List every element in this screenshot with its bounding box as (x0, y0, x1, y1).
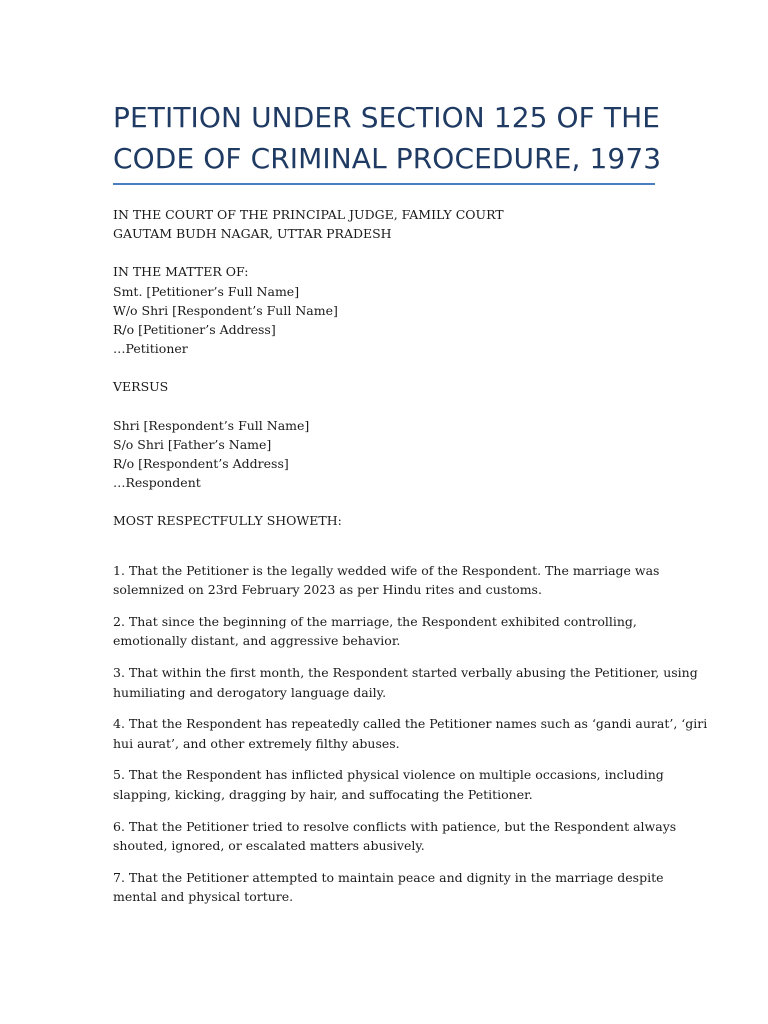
respondent-block (113, 416, 658, 493)
title-divider (113, 183, 655, 185)
paragraph (113, 561, 658, 600)
versus-block (113, 377, 658, 396)
paragraph-line: hui aurat’, and other extremely filthy abuses. (113, 735, 400, 751)
paragraph-line: 4. That the Respondent has repeatedly called the Petitioner names such as ‘gandi aurat’, ‘giri (113, 716, 708, 732)
petitioner-role: …Petitioner (113, 341, 188, 357)
court-heading (113, 205, 658, 243)
petitioner-address: R/o [Petitioner’s Address] (113, 322, 276, 338)
respondent-address: R/o [Respondent’s Address] (113, 456, 289, 472)
respondent-role: …Respondent (113, 475, 201, 491)
paragraph-line: mental and physical torture. (113, 889, 294, 905)
versus-label: VERSUS (113, 379, 169, 395)
showeth-block (113, 511, 658, 530)
respondent-relation: S/o Shri [Father’s Name] (113, 436, 272, 452)
paragraph-line: 6. That the Petitioner tried to resolve conflicts with patience, but the Respondent always (113, 818, 677, 834)
paragraph-line: 3. That within the first month, the Respondent started verbally abusing the Petitioner, using (113, 665, 698, 681)
paragraph (113, 868, 664, 907)
document-title (113, 0, 662, 179)
paragraph (113, 817, 677, 856)
paragraph-line: 5. That the Respondent has inflicted physical violence on multiple occasions, including (113, 767, 664, 783)
paragraph (113, 663, 698, 702)
paragraph-line: shouted, ignored, or escalated matters abusively. (113, 838, 425, 854)
petitioner-relation: W/o Shri [Respondent’s Full Name] (113, 302, 338, 318)
court-line-1: IN THE COURT OF THE PRINCIPAL JUDGE, FAMILY COURT (113, 207, 504, 222)
paragraph (113, 714, 708, 753)
petitioner-name: Smt. [Petitioner’s Full Name] (113, 283, 300, 299)
paragraph-line: 1. That the Petitioner is the legally wedded wife of the Respondent. The marriage was (113, 562, 660, 578)
paragraph-list (113, 561, 708, 907)
title-line-1: PETITION UNDER SECTION 125 OF THE (113, 101, 661, 134)
respondent-name: Shri [Respondent’s Full Name] (113, 417, 310, 433)
matter-heading: IN THE MATTER OF: (113, 264, 249, 280)
paragraph (113, 612, 658, 651)
paragraph-line: emotionally distant, and aggressive behavior. (113, 633, 401, 649)
petitioner-block (113, 262, 658, 358)
paragraph-line: 2. That since the beginning of the marriage, the Respondent exhibited controlling, (113, 613, 637, 629)
paragraph-line: humiliating and derogatory language daily. (113, 684, 387, 700)
paragraph (113, 765, 664, 804)
paragraph-line: 7. That the Petitioner attempted to maintain peace and dignity in the marriage despite (113, 869, 664, 885)
paragraph-line: slapping, kicking, dragging by hair, and suffocating the Petitioner. (113, 786, 533, 802)
document-page (113, 0, 708, 919)
paragraph-line: solemnized on 23rd February 2023 as per Hindu rites and customs. (113, 582, 542, 598)
showeth-heading: MOST RESPECTFULLY SHOWETH: (113, 513, 342, 529)
title-line-2: CODE OF CRIMINAL PROCEDURE, 1973 (113, 142, 662, 175)
court-line-2: GAUTAM BUDH NAGAR, UTTAR PRADESH (113, 226, 392, 242)
